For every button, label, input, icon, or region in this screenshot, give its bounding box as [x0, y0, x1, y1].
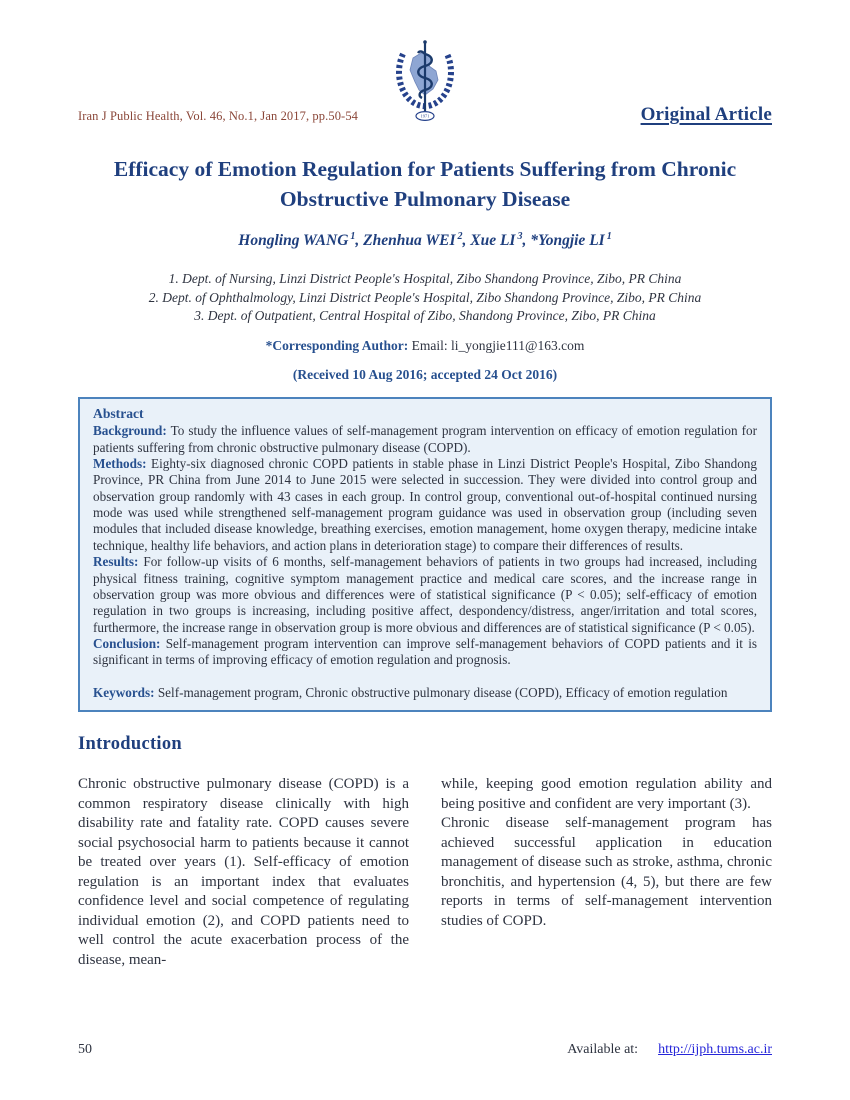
abstract-keywords: Keywords: Self-management program, Chronic obstructive pulmonary disease (COPD), Efficacy of emotion regulation [93, 684, 728, 700]
column-left [78, 775, 409, 970]
available-at-label: Available at: [567, 1042, 639, 1057]
affiliation-item: 3. Dept. of Outpatient, Central Hospital of Zibo, Shandong Province, Zibo, PR China [194, 308, 656, 324]
affiliations [78, 270, 772, 325]
article-type-label: Original Article [640, 104, 772, 125]
abstract-box [78, 397, 772, 712]
logo-year: 1971 [420, 113, 430, 119]
abstract-background: Background: To study the influence values of self-management program intervention on efficacy of emotion regulation for patients suffering from chronic obstructive pulmonary disease (COPD). [93, 423, 757, 455]
author: *Yongjie LI $^1$ [530, 231, 612, 250]
available-at [567, 1042, 772, 1058]
corresponding-author-email: Email: li_yongjie111@163.com [408, 338, 585, 354]
intro-paragraph: while, keeping good emotion regulation ability and being positive and confident are very important (3). [441, 776, 772, 812]
corresponding-author-label: *Corresponding Author: [265, 338, 409, 354]
abstract-heading: Abstract [93, 406, 144, 422]
author: Zhenhua WEI $^2$, [363, 231, 471, 250]
affiliation-item: 1. Dept. of Nursing, Linzi District People's Hospital, Zibo Shandong Province, Zibo, PR China [168, 271, 682, 287]
corresponding-author-line [78, 338, 772, 354]
author: Hongling WANG $^1$, [238, 231, 364, 250]
page-number: 50 [78, 1042, 92, 1057]
journal-url-link[interactable]: http://ijph.tums.ac.ir [658, 1042, 772, 1057]
masthead [78, 40, 772, 130]
authors-line [78, 231, 772, 250]
intro-paragraph: Chronic obstructive pulmonary disease (COPD) is a common respiratory disease clinically with high disability rate and fatality rate. COPD causes severe social psychosocial harm to patients because it cannot be treated over years (1). Self-efficacy of emotion regulation is an important index that evaluates confidence level and social competence of regulating individual emotion (2), and COPD patients need to well control the acute exacerbation process of the disease, mean- [78, 776, 409, 968]
body-columns [78, 775, 772, 970]
abstract-results: Results: For follow-up visits of 6 months, self-management behaviors of patients in two groups had increased, including physical fitness training, cognitive symptom management practice and medical care scores, and the increase range in observation group was more obvious and differences were of statistical significance (P < 0.05); self-efficacy of emotion regulation in two groups is increasing, including positive affect, despondency/distress, anger/irritation and total scores, furthermore, the increase range in observation group is more obvious and differences are of statistical significance (P < 0.05). [93, 554, 757, 635]
author: Xue LI $^3$, [470, 231, 531, 250]
affiliation-item: 2. Dept. of Ophthalmology, Linzi District People's Hospital, Zibo Shandong Province, Zibo, PR China [148, 289, 702, 305]
section-heading-introduction: Introduction [78, 734, 183, 755]
journal-logo [373, 38, 477, 135]
who-emblem-icon [373, 38, 477, 130]
intro-paragraph: Chronic disease self-management program has achieved successful application in education management of disease such as stroke, asthma, chronic bronchitis, and hypertension (4, 5), but there are few reports in terms of self-management intervention studies of COPD. [441, 815, 772, 929]
page-footer [78, 1042, 772, 1058]
abstract-methods: Methods: Eighty-six diagnosed chronic COPD patients in stable phase in Linzi District People's Hospital, Zibo Shandong Province, PR China from June 2014 to June 2015 were selected in succession. They were divided into control group and observation group randomly with 43 cases in each group. In control group, conventional out-of-hospital continued nursing mode was used while strengthened self-management program guidance was used in observation group (including seven modules that included disease knowledge, breathing exercises, emotion management, home oxygen therapy, medicine intake technique, healthy life behaviors, and action plans in deterioration stage) to compare their differences of results. [93, 455, 757, 553]
received-accepted-line: (Received 10 Aug 2016; accepted 24 Oct 2016) [292, 367, 558, 383]
journal-citation-line: Iran J Public Health, Vol. 46, No.1, Jan 2017, pp.50-54 [78, 109, 359, 123]
abstract-conclusion: Conclusion: Self-management program intervention can improve self-management behaviors of COPD patients and it is significant in terms of improving efficacy of emotion regulation and prognosis. [93, 635, 757, 668]
column-right [441, 775, 772, 970]
paper-title: Efficacy of Emotion Regulation for Patients Suffering from Chronic Obstructive Pulmonary Disease [113, 157, 737, 212]
